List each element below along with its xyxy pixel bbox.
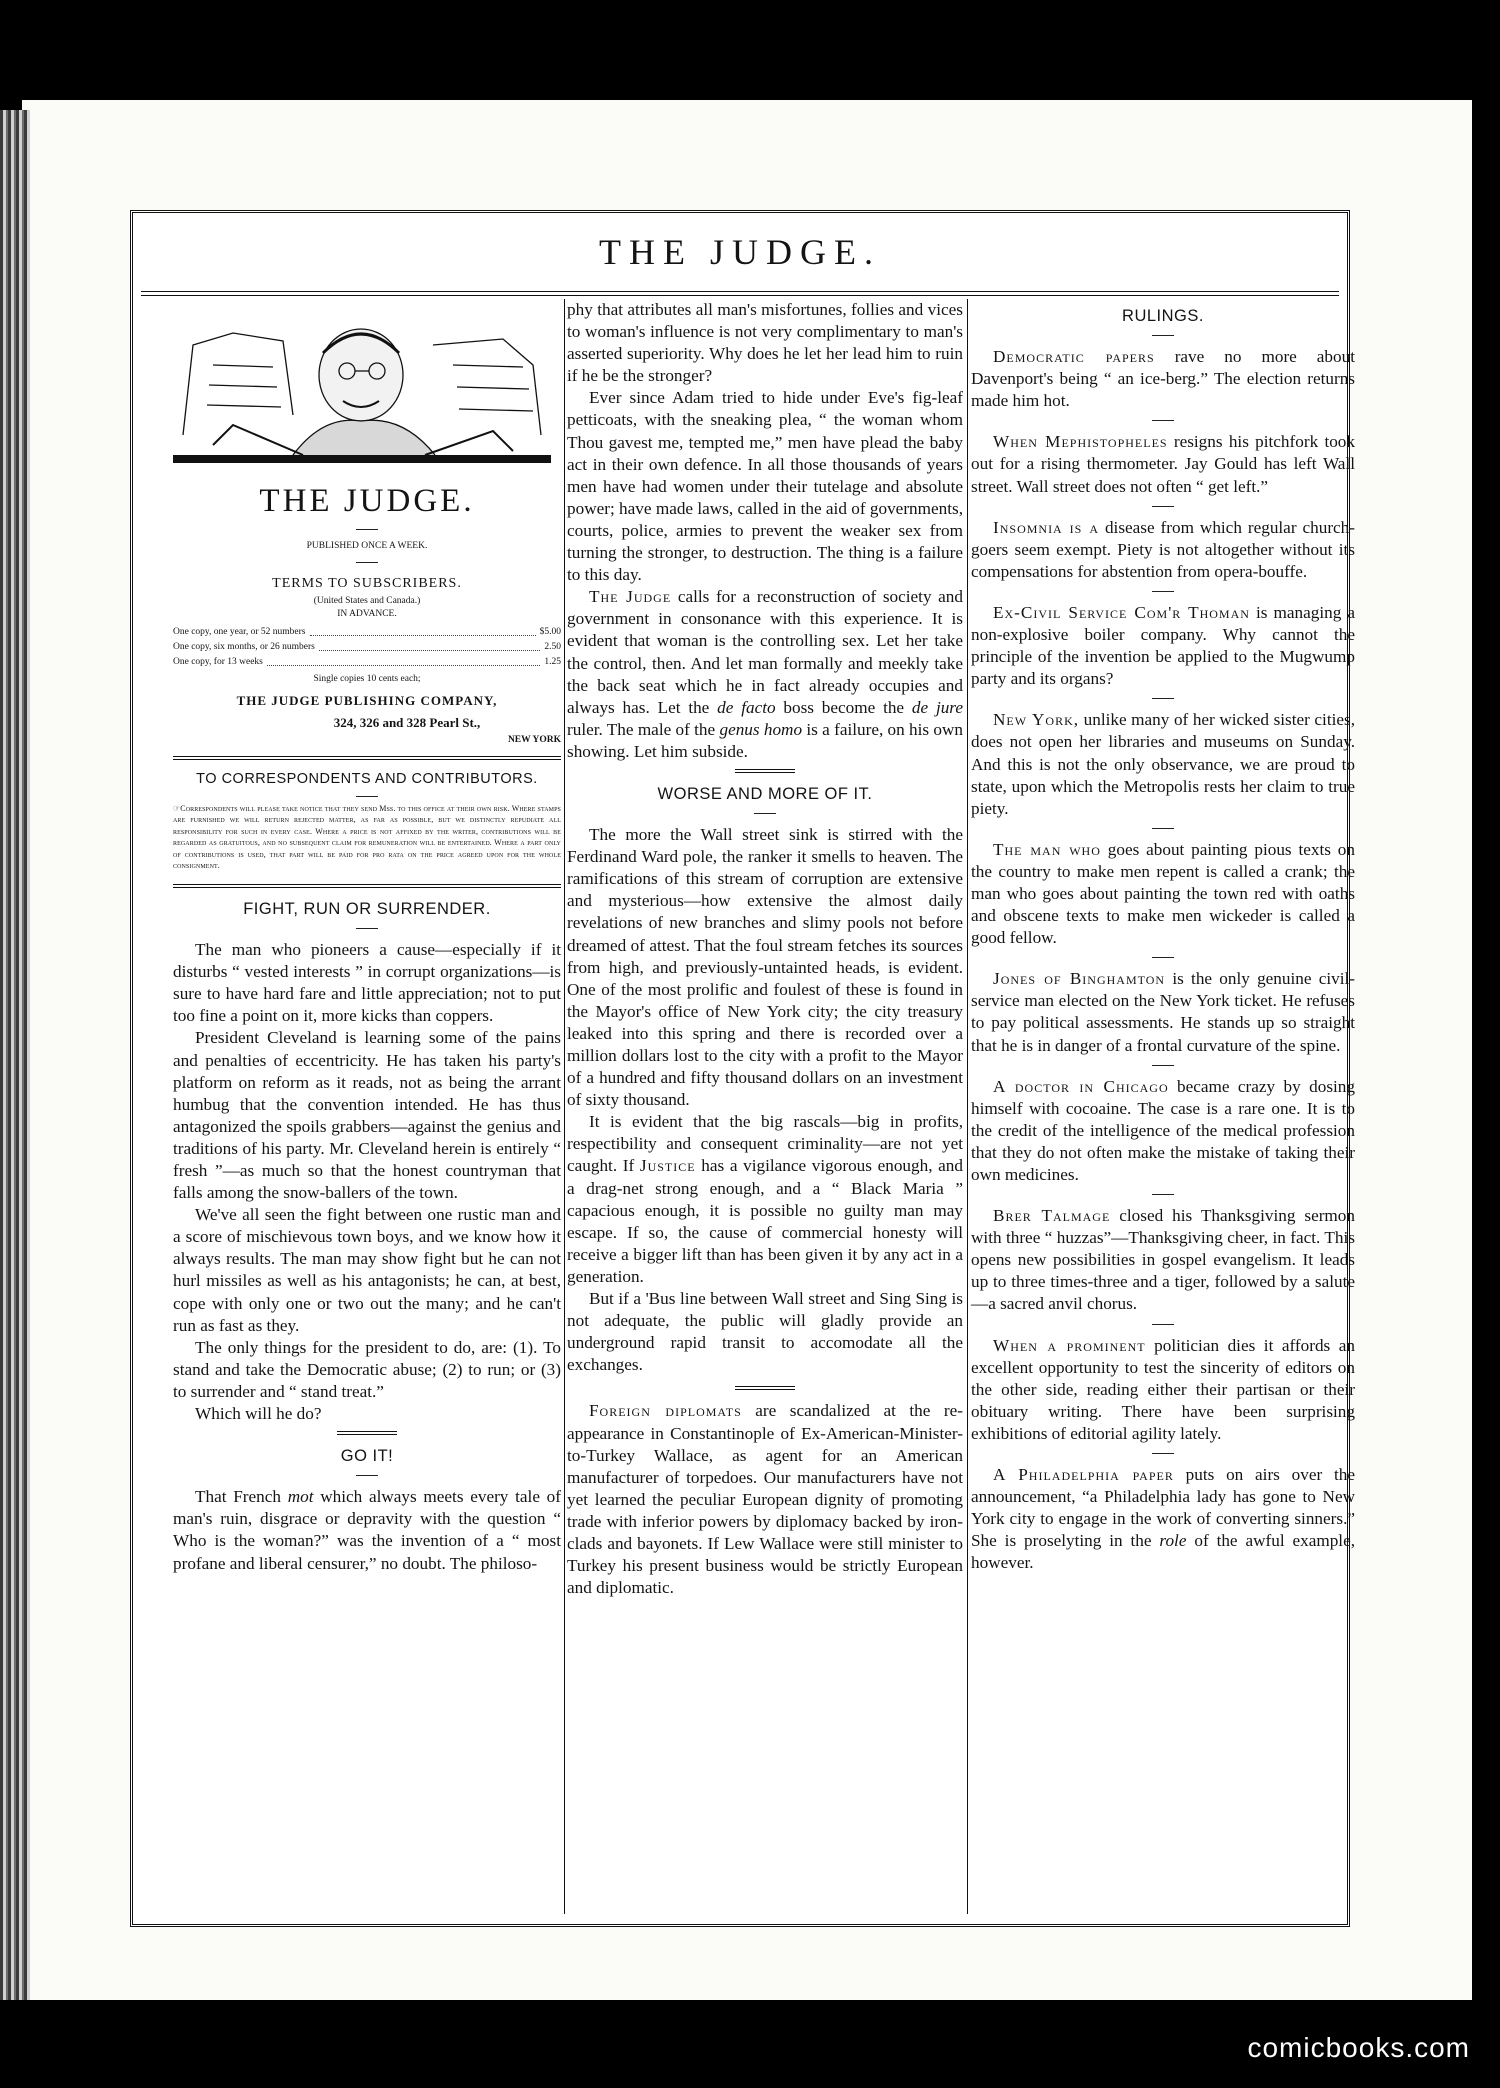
rates-table [173, 625, 561, 670]
divider [1152, 1324, 1174, 1325]
divider [356, 928, 378, 929]
ruling-item: Jones of Binghamton is the only genuine civil-service man elected on the New York ticket. He refuses to pay political assessments. He stands up so straight that he is in danger of a frontal curvature of the spine. [971, 969, 1355, 1055]
article-paragraph: But if a 'Bus line between Wall street and Sing Sing is not adequate, the public will gladly provide an underground rapid transit to accomodate all the exchanges. [567, 1289, 963, 1375]
article-heading-worse: WORSE AND MORE OF IT. [657, 784, 873, 803]
divider [356, 562, 378, 563]
section-rule-short [735, 769, 795, 773]
ruling-item: When Mephistopheles resigns his pitchfork took out for a rising thermometer. Jay Gould has left Wall street. Wall street does not often “ get left.” [971, 432, 1355, 496]
rate-row: One copy, for 13 weeks 1.25 [173, 656, 561, 667]
section-rule [173, 884, 561, 888]
divider [1152, 506, 1174, 507]
divider [1152, 335, 1174, 336]
article-paragraph: Ever since Adam tried to hide under Eve's fig-leaf petticoats, with the sneaking plea, “ the woman whom Thou gavest me, tempted me,” men have plead the baby act in their own defence. In all those thousands of years men have had women under their tutelage and absolute power; have made laws, called in the aid of governments, courts, police, armies to prevent the weaker sex from turning the stronger, to destruction. The thing is a failure to this day. [567, 388, 963, 585]
divider [356, 796, 378, 797]
divider [1152, 591, 1174, 592]
divider [1152, 420, 1174, 421]
article-paragraph: phy that attributes all man's misfortunes, follies and vices to woman's influence is not very complimentary to man's asserted superiority. Why does he let her lead him to ruin if he be the stronger? [567, 300, 963, 386]
article-heading-goit: GO IT! [340, 1447, 394, 1466]
divider [1152, 1453, 1174, 1454]
divider [356, 1475, 378, 1476]
divider [1152, 957, 1174, 958]
divider [1152, 1194, 1174, 1195]
section-rule-short [735, 1386, 795, 1390]
masthead-rule [141, 291, 1339, 296]
column-rule-2 [967, 299, 968, 1914]
article-paragraph: President Cleveland is learning some of the pains and penalties of eccentricity. He has taken his party's platform on reform as it reads, not as being the arrant humbug that the convention intended. He has thus antagonized the spoils grabbers—against the genius and traditions of his party. Mr. Cleveland herein is entirely “ fresh ”—as much so that the honest countryman that falls among the snow-ballers of the town. [173, 1028, 561, 1203]
judge-cartoon-illustration [173, 305, 551, 463]
publication-title: THE JUDGE. [259, 483, 475, 520]
newspaper-page [130, 210, 1355, 1927]
section-rule-short [337, 1431, 397, 1435]
article-paragraph: The only things for the president to do, are: (1). To stand and take the Democratic abuse; (2) to run; or (3) to surrender and “ stand treat.” [173, 1337, 561, 1401]
article-heading-fight: FIGHT, RUN OR SURRENDER. [243, 899, 491, 918]
article-paragraph: It is evident that the big rascals—big in profits, respectibility and consequent criminality—are not yet caught. If Justice has a vigilance vigorous enough, and a drag-net strong enough, and a “ Black Maria ” capacious enough, it is possible no guilty man may escape. If so, the cause of commercial honesty will receive a bigger lift than has been given it by any act in a generation. [567, 1112, 963, 1286]
article-paragraph: The man who pioneers a cause—especially if it disturbs “ vested interests ” in corrupt organizations—is sure to have hard fare and little appreciation; not to put too fine a point on it, more kicks than coppers. [173, 940, 561, 1026]
ruling-item: When a prominent politician dies it affords an excellent opportunity to test the sincerity of editors on the other side, reading either their partisan or their obituary writing. There have been surprising exhibitions of editorial agility lately. [971, 1335, 1355, 1443]
single-copies-note: Single copies 10 cents each; [313, 673, 421, 684]
ruling-item: New York, unlike many of her wicked sister cities, does not open her libraries and museums on Sunday. And this is not the only observance, we are proud to state, upon which the Metropolis rests her claim to true piety. [971, 710, 1355, 818]
ruling-item: Democratic papers rave no more about Davenport's being “ an ice-berg.” The election returns made him hot. [971, 347, 1355, 411]
terms-heading: TERMS TO SUBSCRIBERS. [272, 575, 462, 591]
publisher-city: NEW YORK [507, 735, 561, 746]
publisher-address: 324, 326 and 328 Pearl St., [333, 715, 481, 731]
article-paragraph: Foreign diplomats are scandalized at the re-appearance in Constantinople of Ex-American-Minister-to-Turkey Wallace, as agent for an American manufacturer of torpedoes. Our manufacturers have not yet learned the peculiar European dignity of promoting trade with inferior powers by diplomacy backed by iron-clads and bayonets. If Lew Wallace were still minister to Turkey his present business would be strictly European and diplomatic. [567, 1401, 964, 1598]
ruling-item: Insomnia is a disease from which regular church-goers seem exempt. Piety is not altogether without its compensations for abstention from opera-bouffe. [971, 517, 1355, 581]
column-rule-1 [564, 299, 565, 1914]
ruling-item: A Philadelphia paper puts on airs over the announcement, “a Philadelphia lady has gone to New York city to engage in the work of converting sinners.” She is proselyting in the role of the awful example, however. [971, 1465, 1355, 1573]
column-left [173, 299, 561, 1575]
rate-row: One copy, six months, or 26 numbers 2.50 [173, 641, 561, 652]
page-masthead: THE JUDGE. [599, 232, 881, 272]
article-paragraph: The Judge calls for a reconstruction of society and government in consonance with this experience. It is evident that woman is the controlling sex. Let her take the control, then. And let man formally and meekly take the back seat which he in fact already occupies and always has. Let the de facto boss become the de jure ruler. The male of the genus homo is a failure, on his own showing. Let him subside. [567, 587, 964, 761]
divider [1152, 1065, 1174, 1066]
article-paragraph: We've all seen the fight between one rustic man and a score of mischievous town boys, and we know how it always results. The man may show fight but he can not hurl missiles as well as his antagonists; he can, at best, cope with only one or two out the many; and he can't run as fast as they. [173, 1205, 561, 1335]
column-right [971, 299, 1355, 1575]
published-note: PUBLISHED ONCE A WEEK. [306, 541, 428, 552]
article-paragraph: Which will he do? [195, 1404, 322, 1424]
divider [1152, 698, 1174, 699]
rate-row: One copy, one year, or 52 numbers $5.00 [173, 626, 561, 637]
ruling-item: Brer Talmage closed his Thanksgiving sermon with three “ huzzas”—Thanksgiving cheer, in fact. This opens new possibilities in gospel evangelism. It leads up to three times-three and a tiger, followed by a salute—a sacred anvil chorus. [971, 1206, 1355, 1314]
correspondents-notice: ☞Correspondents will please take notice that they send Mss. to this office at their own risk. Where stamps are furnished we will return rejected matter, as far as possible, but we distinctly repudiate all responsibility for such in every case. Where a price is not affixed by the writer, contributions will be regarded as gratuitous, and no subsequent claim for remuneration will be entertained. Where a part only of contributions is used, that part will be paid for pro rata on the price agreed upon for the whole consignment. [173, 803, 561, 871]
article-paragraph: The more the Wall street sink is stirred with the Ferdinand Ward pole, the ranker it smells to heaven. The ramifications of this stream of corruption are extensive and mysterious—how extensive the almost daily revelations of new branches and slimy pools not before dreamed of attest. That the foul stream fetches its sources from high, and previously-untainted heads, is evident. One of the most prolific and foulest of these is found in the Mayor's office of New York city; the city treasury leaked into this spring and there is recorded over a million dollars lost to the city with a profit to the Mayor of a hundred and fifty thousand dollars on an investment of sixty thousand. [567, 825, 963, 1110]
ruling-item: The man who goes about painting pious texts on the country to make men repent is called a crank; the man who goes about painting the town red with oaths and obscene texts to make men wickeder is called a good fellow. [971, 839, 1355, 948]
ruling-item: A doctor in Chicago became crazy by dosing himself with cocoaine. The case is a rare one. It is to the credit of the intelligence of the medical profession that they do not often make the mistake of taking their own medicines. [971, 1076, 1355, 1184]
divider [1152, 828, 1174, 829]
section-rule [173, 756, 561, 760]
divider [754, 813, 776, 814]
column-middle [567, 299, 963, 1599]
terms-advance: IN ADVANCE. [337, 609, 397, 620]
book-binding-edge [0, 110, 30, 2000]
publisher-name: THE JUDGE PUBLISHING COMPANY, [236, 693, 498, 709]
ruling-item: Ex-Civil Service Com'r Thoman is managing a non-explosive boiler company. Why cannot the principle of the invention be applied to the Mugwump party and its organs? [971, 602, 1355, 689]
article-paragraph: That French mot which always meets every tale of man's ruin, disgrace or depravity with the question “ Who is the woman?” was the invention of a “ most profane and liberal censurer,” no doubt. The philoso- [173, 1487, 561, 1573]
terms-region: (United States and Canada.) [313, 595, 421, 606]
divider [356, 529, 378, 530]
correspondents-heading: TO CORRESPONDENTS AND CONTRIBUTORS. [196, 770, 538, 787]
rulings-heading: RULINGS. [1122, 307, 1204, 325]
site-watermark: comicbooks.com [1247, 2032, 1470, 2063]
